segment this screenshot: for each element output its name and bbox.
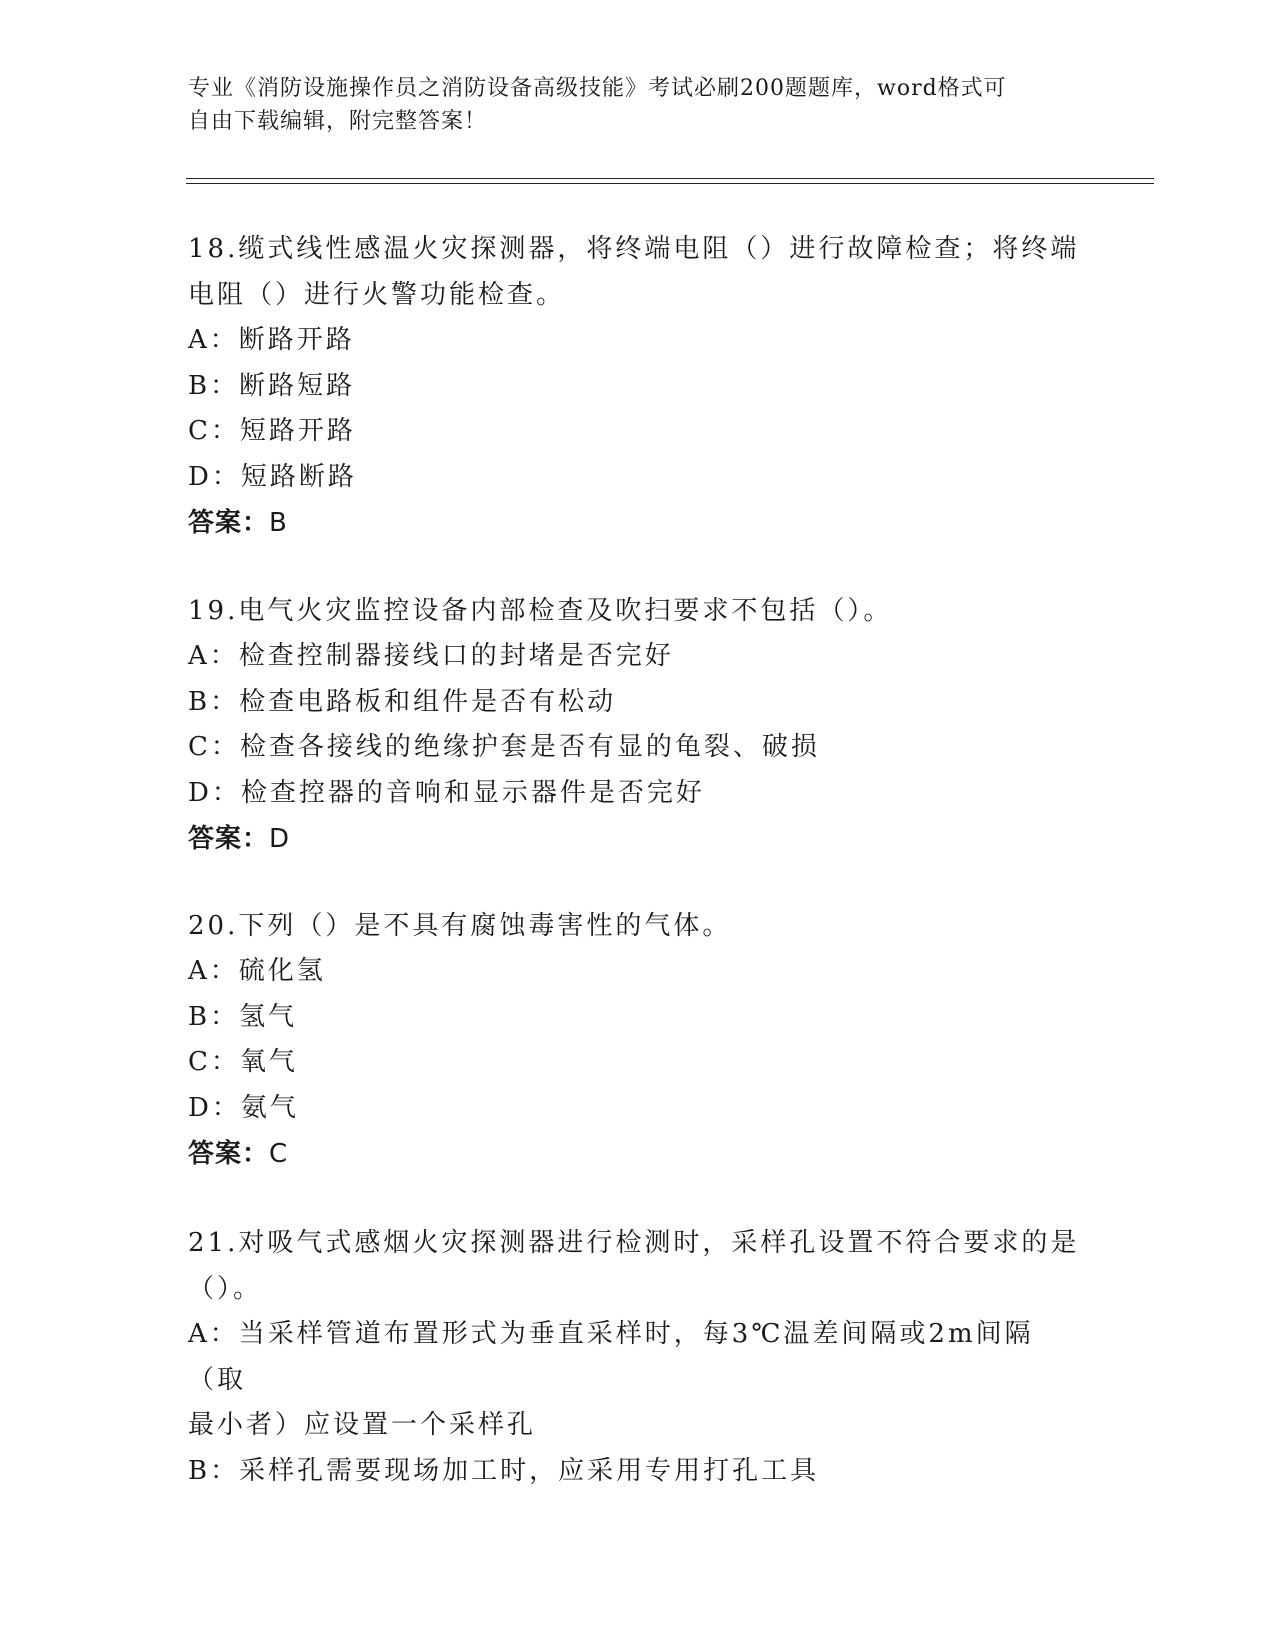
question-21 [188,1220,1088,1494]
header-divider-bottom [186,183,1154,184]
option-d: D：检查控器的音响和显示器件是否完好 [188,777,705,808]
question-title-line-1: 19.电气火灾监控设备内部检查及吹扫要求不包括（）。 [188,596,893,626]
option-a [188,1312,1088,1449]
answer-line [188,1131,1088,1177]
header-divider-top [186,178,1154,179]
question-title-line-2: （）。 [188,1274,263,1304]
option-d: D：氨气 [188,1092,299,1123]
option-d: D：短路断路 [188,461,357,492]
answer-label: 答案： [188,508,270,538]
answer-line [188,500,1088,546]
answer-label: 答案： [188,1139,270,1169]
question-18 [188,226,1088,546]
header-line-2: 自由下载编辑，附完整答案！ [188,109,488,134]
question-title-line-2: 电阻（）进行火警功能检查。 [188,280,566,310]
question-title [188,226,1088,318]
question-title-line-1: 18.缆式线性感温火灾探测器，将终端电阻（）进行故障检查；将终端 [188,234,1080,264]
option-a: A：检查控制器接线口的封堵是否完好 [188,641,674,671]
question-19 [188,588,1088,862]
document-header [188,72,1068,138]
option-a-line-2: 最小者）应设置一个采样孔 [188,1410,537,1440]
option-b: B：断路短路 [188,370,356,401]
question-20 [188,903,1088,1177]
option-b: B：采样孔需要现场加工时，应采用专用打孔工具 [188,1455,820,1486]
option-a: A：断路开路 [188,325,355,355]
question-title [188,903,1088,949]
question-title [188,588,1088,634]
answer-line [188,816,1088,862]
answer-value: D [269,824,291,854]
question-title-line-1: 20.下列（）是不具有腐蚀毒害性的气体。 [188,911,732,941]
option-c: C：氧气 [188,1047,298,1077]
option-a: A：硫化氢 [188,956,326,986]
option-c: C：短路开路 [188,416,356,446]
answer-value: C [269,1139,289,1169]
question-title [188,1220,1088,1312]
answer-value: B [269,508,288,538]
question-title-line-1: 21.对吸气式感烟火灾探测器进行检测时，采样孔设置不符合要求的是 [188,1228,1080,1258]
option-c: C：检查各接线的绝缘护套是否有显的龟裂、破损 [188,732,820,762]
option-b: B：检查电路板和组件是否有松动 [188,686,617,717]
option-a-line-1: A：当采样管道布置形式为垂直采样时，每3℃温差间隔或2m间隔（取 [188,1319,1034,1395]
answer-label: 答案： [188,824,270,854]
header-line-1: 专业《消防设施操作员之消防设备高级技能》考试必刷200题题库，word格式可 [188,76,1007,101]
option-b: B：氢气 [188,1001,298,1032]
